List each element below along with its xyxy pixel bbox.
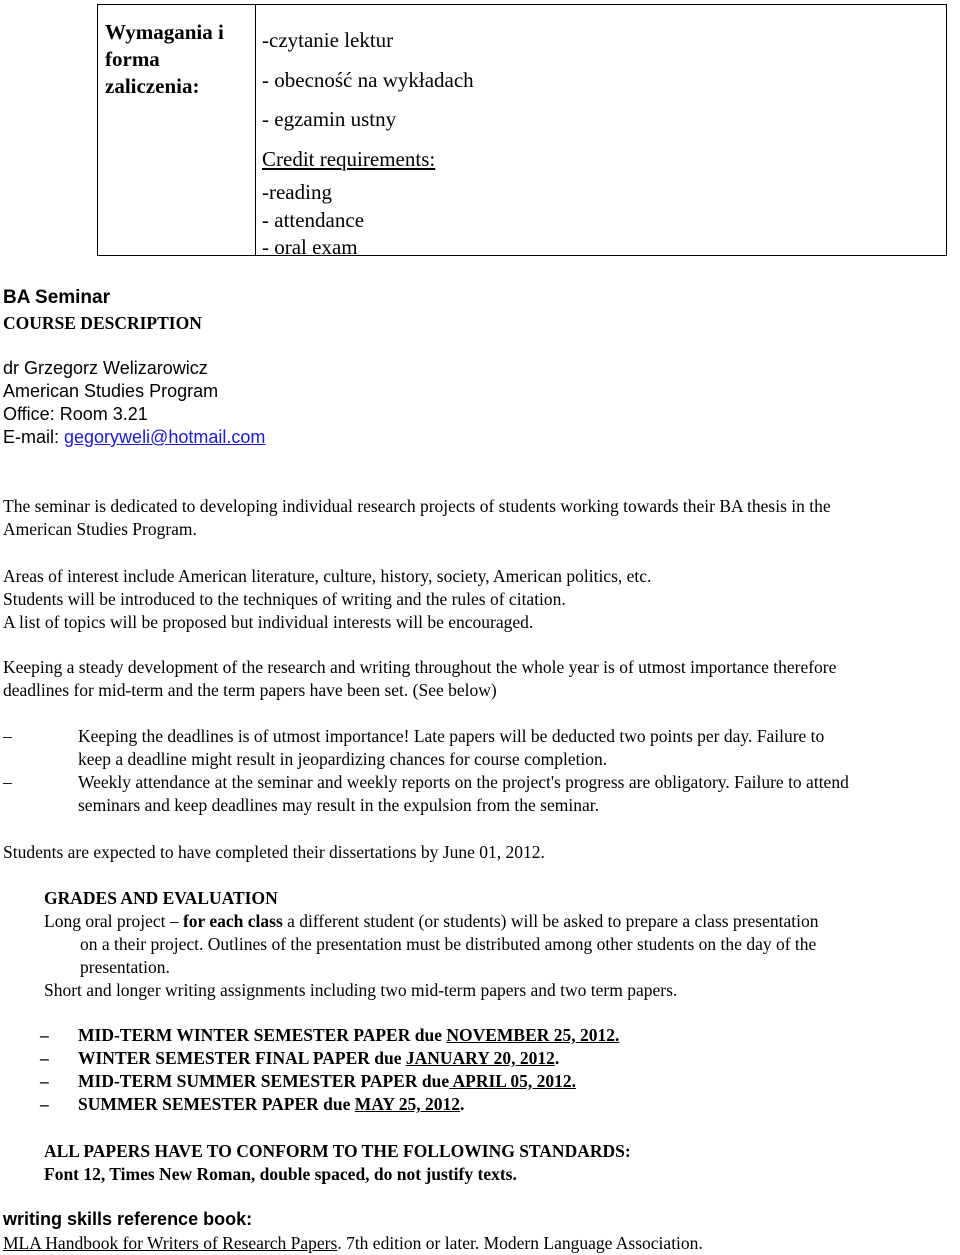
text-line: Weekly attendance at the seminar and weekly reports on the project's progress are obligatory. Failure to attend: [78, 772, 849, 792]
requirement-en-3: - oral exam: [262, 235, 358, 259]
credit-requirements-heading: Credit requirements:: [262, 146, 436, 171]
dash-bullet: –: [40, 1094, 49, 1114]
deadline-item: [3, 1070, 960, 1093]
oral-project-emphasis: for each class: [182, 911, 283, 931]
deadline-label: WINTER SEMESTER FINAL PAPER due: [78, 1048, 406, 1068]
list-item: [3, 771, 960, 817]
standards-section: [44, 1140, 960, 1186]
requirement-en-2: - attendance: [262, 207, 365, 232]
writing-assignments: Short and longer writing assignments including two mid-term papers and two term papers.: [44, 980, 678, 1000]
oral-project-line: [44, 910, 960, 933]
rules-list: [3, 725, 960, 817]
deadline-date: JANUARY 20, 2012: [405, 1048, 555, 1068]
deadline-item: [3, 1024, 960, 1047]
text-line: Keeping the deadlines is of utmost importance! Late papers will be deducted two points per day. Failure to: [78, 726, 825, 746]
dash-bullet: –: [40, 1048, 49, 1068]
dash-bullet: –: [40, 1071, 49, 1091]
oral-project-text: a different student (or students) will be asked to prepare a class presentation: [282, 911, 819, 931]
text-line: American Studies Program.: [3, 519, 197, 539]
text-line: The seminar is dedicated to developing individual research projects of students working towards their BA thesis in the: [3, 496, 831, 516]
book-details: . 7th edition or later. Modern Language Association.: [337, 1233, 703, 1253]
oral-project-label: Long oral project –: [44, 911, 183, 931]
instructor-name: dr Grzegorz Welizarowicz: [3, 358, 208, 378]
dash-bullet: –: [3, 772, 12, 792]
text-line: A list of topics will be proposed but individual interests will be encouraged.: [3, 612, 534, 632]
deadlines-list: [3, 1024, 960, 1116]
requirements-content: [256, 5, 474, 259]
text-line: keep a deadline might result in jeopardizing chances for course completion.: [78, 749, 608, 769]
deadline-item: [3, 1093, 960, 1116]
deadline-label: MID-TERM WINTER SEMESTER PAPER due: [78, 1025, 447, 1045]
requirement-pl-3: - egzamin ustny: [262, 107, 397, 131]
text-line: deadlines for mid-term and the term papers have been set. (See below): [3, 680, 497, 700]
dash-bullet: –: [3, 726, 12, 746]
deadline-date: MAY 25, 2012: [354, 1094, 460, 1114]
course-title: BA Seminar: [3, 287, 110, 308]
requirement-pl-1: -czytanie lektur: [262, 28, 394, 52]
description-para-1: [3, 495, 960, 541]
deadline-label: MID-TERM SUMMER SEMESTER PAPER due: [78, 1071, 450, 1091]
text-line: on a their project. Outlines of the presentation must be distributed among other students on the day of the: [80, 934, 817, 954]
course-subtitle: COURSE DESCRIPTION: [3, 313, 202, 333]
text-line: seminars and keep deadlines may result in the expulsion from the seminar.: [78, 795, 599, 815]
email-link[interactable]: gegoryweli@hotmail.com: [64, 427, 266, 447]
reference-heading: writing skills reference book:: [3, 1209, 253, 1229]
text-line: Keeping a steady development of the research and writing throughout the whole year is of utmost importance therefore: [3, 657, 837, 677]
office-room: Office: Room 3.21: [3, 404, 148, 424]
program-name: American Studies Program: [3, 381, 219, 401]
list-item: [3, 725, 960, 771]
text-line: presentation.: [80, 957, 170, 977]
description-para-3: [3, 656, 960, 702]
requirement-en-1: -reading: [262, 180, 332, 204]
reference-line: [3, 1232, 960, 1255]
deadline-date: APRIL 05, 2012.: [449, 1071, 576, 1091]
instructor-info: [3, 357, 960, 449]
deadline-tail: .: [554, 1048, 560, 1068]
grades-heading: GRADES AND EVALUATION: [44, 888, 278, 908]
email-label: E-mail:: [3, 427, 65, 447]
deadline-label: SUMMER SEMESTER PAPER due: [78, 1094, 355, 1114]
email-line: [3, 426, 960, 449]
book-title: MLA Handbook for Writers of Research Papers: [3, 1233, 338, 1253]
standards-line: Font 12, Times New Roman, double spaced, do not justify texts.: [44, 1164, 517, 1184]
deadline-date: NOVEMBER 25, 2012.: [446, 1025, 620, 1045]
requirement-pl-2: - obecność na wykładach: [262, 67, 474, 92]
completion-note: Students are expected to have completed their dissertations by June 01, 2012.: [3, 842, 545, 862]
deadline-item: [3, 1047, 960, 1070]
grades-section: [44, 887, 960, 1002]
text-line: Students will be introduced to the techniques of writing and the rules of citation.: [3, 589, 566, 609]
standards-heading: ALL PAPERS HAVE TO CONFORM TO THE FOLLOWING STANDARDS:: [44, 1141, 631, 1161]
requirements-table: [97, 4, 947, 259]
description-para-2: [3, 565, 960, 634]
requirements-label: Wymagania i forma zaliczenia:: [98, 5, 256, 255]
text-line: Areas of interest include American literature, culture, history, society, American politics, etc.: [3, 566, 652, 586]
deadline-tail: .: [459, 1094, 465, 1114]
dash-bullet: –: [40, 1025, 49, 1045]
